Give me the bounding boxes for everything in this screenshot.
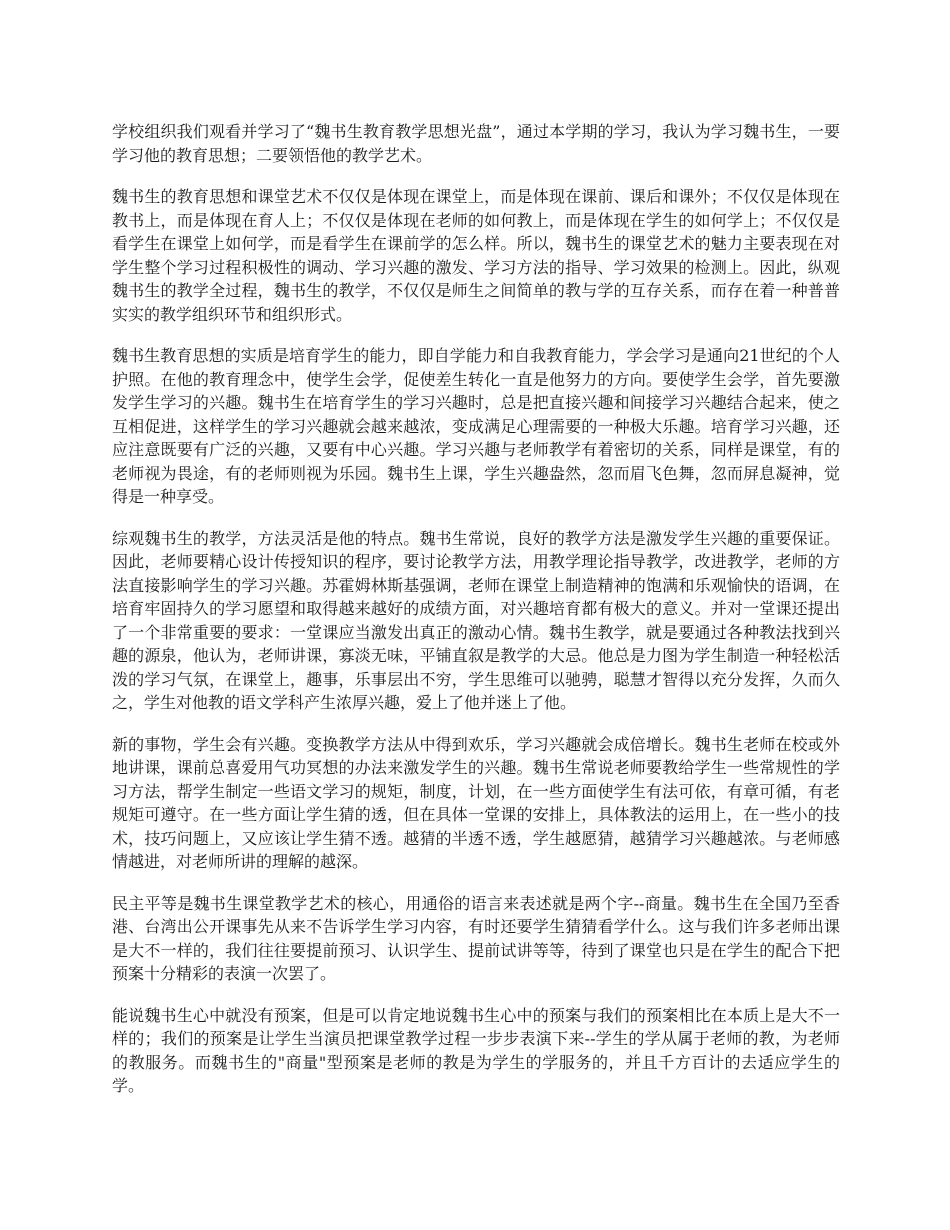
paragraph-new-things: 新的事物，学生会有兴趣。变换教学方法从中得到欢乐，学习兴趣就会成倍增长。魏书生老师在校或外地讲课，课前总喜爱用气功冥想的办法来激发学生的兴趣。魏书生常说老师要教给学生一些常规性的学习方法，帮学生制定一些语文学习的规矩，制度，计划，在一些方面使学生有法可依，有章可循，有老规矩可遵守。在一些方面让学生猜的透，但在具体一堂课的安排上，具体教法的运用上，在一些小的技术，技巧问题上，又应该让学生猜不透。越猜的半透不透，学生越愿猜，越猜学习兴趣越浓。与老师感情越进，对老师所讲的理解的越深。	[112, 734, 840, 871]
paragraph-intro: 学校组织我们观看并学习了“魏书生教育教学思想光盘”，通过本学期的学习，我认为学习魏书生，一要学习他的教育思想；二要领悟他的教学艺术。	[112, 122, 840, 165]
paragraph-educational-thought: 魏书生的教育思想和课堂艺术不仅仅是体现在课堂上，而是体现在课前、课后和课外；不仅仅是体现在教书上，而是体现在育人上；不仅仅是体现在老师的如何教上，而是体现在学生的如何学上；不仅仅是看学生在课堂上如何学，而是看学生在课前学的怎么样。所以，魏书生的课堂艺术的魅力主要表现在对学生整个学习过程积极性的调动、学习兴趣的激发、学习方法的指导、学习效果的检测上。因此，纵观魏书生的教学全过程，魏书生的教学，不仅仅是师生之间简单的教与学的互存关系，而存在着一种普普实实的教学组织环节和组织形式。	[112, 187, 840, 324]
paragraph-methods: 综观魏书生的教学，方法灵活是他的特点。魏书生常说，良好的教学方法是激发学生兴趣的重要保证。因此，老师要精心设计传授知识的程序，要讨论教学方法，用教学理论指导教学，改进教学，老师的方法直接影响学生的学习兴趣。苏霍姆林斯基强调，老师在课堂上制造精神的饱满和乐观愉快的语调，在培育牢固持久的学习愿望和取得越来越好的成绩方面，对兴趣培育都有极大的意义。并对一堂课还提出了一个非常重要的要求：一堂课应当激发出真正的激动心情。魏书生教学，就是要通过各种教法找到兴趣的源泉，他认为，老师讲课，寡淡无味，平铺直叙是教学的大忌。他总是力图为学生制造一种轻松活泼的学习气氛，在课堂上，趣事，乐事层出不穷，学生思维可以驰骋，聪慧才智得以充分发挥，久而久之，学生对他教的语文学科产生浓厚兴趣，爱上了他并迷上了他。	[112, 528, 840, 712]
paragraph-democracy: 民主平等是魏书生课堂教学艺术的核心，用通俗的语言来表述就是两个字--商量。魏书生在全国乃至香港、台湾出公开课事先从来不告诉学生学习内容，有时还要学生猜猜看学什么。这与我们许多老师出课是大不一样的，我们往往要提前预习、认识学生、提前试讲等等，待到了课堂也只是在学生的配合下把预案十分精彩的表演一次罢了。	[112, 893, 840, 983]
document-body	[112, 120, 840, 1116]
paragraph-lesson-plan: 能说魏书生心中就没有预案，但是可以肯定地说魏书生心中的预案与我们的预案相比在本质上是大不一样的；我们的预案是让学生当演员把课堂教学过程一步步表演下来--学生的学从属于老师的教，为老师的教服务。而魏书生的"商量"型预案是老师的教是为学生的学服务的，并且千方百计的去适应学生的学。	[112, 1005, 840, 1095]
paragraph-essence: 魏书生教育思想的实质是培育学生的能力，即自学能力和自我教育能力，学会学习是通向21世纪的个人护照。在他的教育理念中，使学生会学，促使差生转化一直是他努力的方向。要使学生会学，首先要激发学生学习的兴趣。魏书生在培育学生的学习兴趣时，总是把直接兴趣和间接学习兴趣结合起来，使之互相促进，这样学生的学习兴趣就会越来越浓，变成满足心理需要的一种极大乐趣。培育学习兴趣，还应注意既要有广泛的兴趣，又要有中心兴趣。学习兴趣与老师教学有着密切的关系，同样是课堂，有的老师视为畏途，有的老师则视为乐园。魏书生上课，学生兴趣盎然，忽而眉飞色舞，忽而屏息凝神，觉得是一种享受。	[112, 346, 840, 506]
